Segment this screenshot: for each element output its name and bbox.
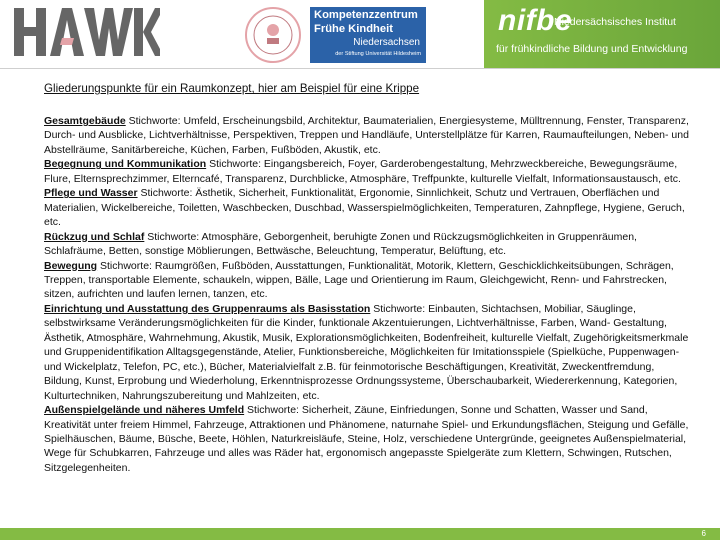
section-heading: Einrichtung und Ausstattung des Gruppenraums als Basisstation [44,302,371,315]
page-title: Gliederungspunkte für ein Raumkonzept, hier am Beispiel für eine Krippe [44,82,420,95]
section-pflege-wasser [44,186,694,229]
section-body: Stichworte: Ästhetik, Sicherheit, Funktionalität, Ergonomie, Sinnlichkeit, Schutz und Vertrauen, Oberflächen und Materialien, Wickelbereiche, Toiletten, Waschbecken, Duschbad, Wasserspielmöglichkeiten, Temperaturen, Zahnpflege, Hygiene, Geruch, etc. [44,187,685,229]
logo-text-line: der Stiftung Universität Hildesheim [335,51,421,57]
section-heading: Bewegung [44,259,98,272]
nifbe-logo [484,0,720,68]
logo-text-line: Kompetenzzentrum [314,9,418,21]
footer-bar [0,528,720,540]
page-number: 6 [701,529,706,538]
logo-text-line: Niedersachsen [353,37,420,48]
section-bewegung [44,259,694,302]
section-gesamtgebaeude [44,114,694,157]
section-heading: Außenspielgelände und näheres Umfeld [44,404,245,417]
section-body: Stichworte: Umfeld, Erscheinungsbild, Architektur, Baumaterialien, Energiesysteme, Mülltrennung, Fenster, Transparenz, Durch- und Ausblicke, Lichtverhältnisse, Perspektiven, Treppen und Handläufe, Unterstellplätze für Karren, Raumaufteilungen, Neben- und Abstellräume, Sanitärbereiche, Küchen, Farben, Fußböden, Akustik, etc. [44,115,689,156]
logo-text-line: Frühe Kindheit [314,23,393,35]
section-heading: Rückzug und Schlaf [44,230,145,243]
kompetenzzentrum-logo [242,6,428,64]
section-gruppenraum [44,302,694,403]
hawk-logo-icon [12,6,160,58]
section-body: Stichworte: Eingangsbereich, Foyer, Garderobengestaltung, Mehrzweckbereiche, Bewegungsräume, Flure, Elternsprechzimmer, Elterncafé, Transparenz, Durchblicke, Atmosphäre, Treffpunkte, kulturelle Vielfalt, Informationsaustausch, etc. [44,158,681,185]
section-body: Stichworte: Einbauten, Sichtachsen, Mobiliar, Säuglinge, selbstwirksame Veränderungsmöglichkeiten für die Kinder, funktionale Akzentuierungen, Lichtverhältnisse, Farben, Wand- Gestaltung, Ästhetik, Atmosphäre, Wahrnehmung, Akustik, Musik, Explorationsmöglichkeiten, Bodenfreiheit, kulturelle Vielfalt, Zugehörigkeitsmerkmale und Gruppenidentifikation Alltagsgegenstände, Atelier, Funktionsbereiche, Möglichkeiten für Imitationsspiele (Spielküche, Puppenwagen- und Wickelplatz, Telefon, PC, etc.), Bücher, Materialvielfalt z.B. für feinmotorische Beschäftigungen, Kreativität, Zweckentfremdung, Bildung, Kunst, Erprobung und Wiederholung, Erkenntnisprozesse Ordnungssysteme, Überschaubarkeit, Wiedererkennung, Kategorien, Kulturtechniken, Nahrungszubereitung und Mahlzeiten, etc. [44,302,689,402]
section-heading: Begegnung und Kommunikation [44,158,207,171]
section-body: Stichworte: Raumgrößen, Fußböden, Ausstattungen, Funktionalität, Motorik, Klettern, Geschicklichkeitsübungen, Schrägen, Treppen, transportable Elemente, schaukeln, wippen, Bälle, Lage und Orientierung im Raum, Gleichgewicht, Renn- und Fahrstrecken, sitzen, aufrichten und laufen lernen, tanzen, etc. [44,259,674,301]
kompetenzzentrum-wordmark [310,7,426,63]
section-begegnung-kommunikation [44,157,694,186]
section-heading: Pflege und Wasser [44,187,138,200]
section-body: Stichworte: Sicherheit, Zäune, Einfriedungen, Sonne und Schatten, Wasser und Sand, Kreativität unter freiem Himmel, Fahrzeuge, Attraktionen und Phänomene, naturnahe Spiel- und Erkundungsflächen, Steigung und Gefälle, Spielhäuschen, Bäume, Büsche, Beete, Höhlen, Naturkreisläufe, Steine, Holz, verschiedene Untergründe, geeignetes Außenspielmaterial, Wege für Schubkarren, Fahrzeuge und alles was Räder hat, ergonomisch angepasste Spielgeräte zum Klettern, Schwingen, Rutschen, Sitzgelegenheiten. [44,404,689,474]
section-heading: Gesamtgebäude [44,115,126,127]
section-aussenspielgelaende [44,403,694,475]
university-seal-icon [242,6,304,64]
nifbe-subtitle-line: für frühkindliche Bildung und Entwicklung [496,43,688,55]
header-divider [0,68,720,69]
nifbe-subtitle-line: Niedersächsisches Institut [554,16,676,28]
section-rueckzug-schlaf [44,230,694,259]
nifbe-wordmark: nifbe [498,4,573,37]
section-body: Stichworte: Atmosphäre, Geborgenheit, beruhigte Zonen und Rückzugsmöglichkeiten in Gruppenräumen, Schlafräume, Betten, sonstige Möblierungen, Bettwäsche, Beleuchtung, Temperatur, Belüftung, etc. [44,230,637,258]
hawk-logo [12,6,160,58]
document-body [44,114,694,475]
header [0,0,720,68]
